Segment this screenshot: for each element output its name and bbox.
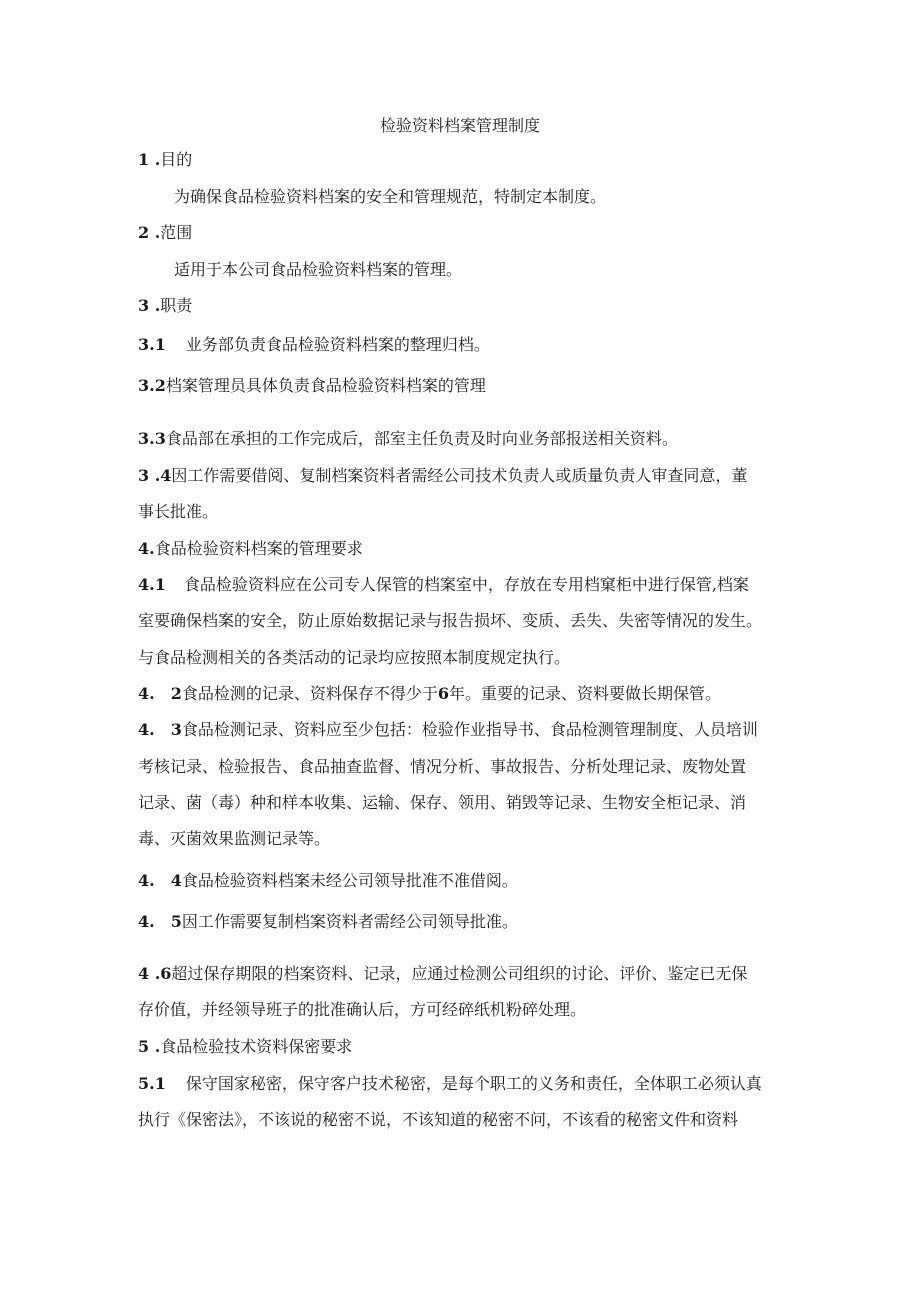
clause-text-a: 食品检测的记录、资料保存不得少于 <box>181 684 438 703</box>
clause-number: 3 .4 <box>138 466 172 485</box>
clause-5-1-line-2: 执行《保密法》，不该说的秘密不说，不该知道的秘密不问，不该看的秘密文件和资料 <box>138 1110 739 1129</box>
clause-3-1 <box>138 335 490 355</box>
clause-text: 食品部在承担的工作完成后，部室主任负责及时向业务部报送相关资料。 <box>165 429 678 448</box>
clause-text: 因工作需要借阅、复制档案资料者需经公司技术负责人或质量负责人审查同意，董 <box>171 466 748 485</box>
section-1-body: 为确保食品检验资料档案的安全和管理规范，特制定本制度。 <box>174 187 607 206</box>
section-heading-text: 职责 <box>160 296 193 315</box>
section-1-heading <box>138 150 192 170</box>
section-2-heading <box>138 223 192 243</box>
section-number: 5 . <box>138 1037 161 1056</box>
clause-3-4-line-1 <box>138 466 747 486</box>
clause-text: 食品检验资料应在公司专人保管的档案室中，存放在专用档窠柜中进行保管,档案 <box>183 575 749 594</box>
clause-4-4 <box>138 871 518 891</box>
section-5-heading <box>138 1037 352 1057</box>
clause-4-6-line-2: 存价值，并经领导班子的批准确认后，方可经碎纸机粉碎处理。 <box>138 1000 587 1019</box>
clause-4-1-line-2: 室要确保档案的安全，防止原始数据记录与报告损坏、变质、丢失、失密等情况的发生。 <box>138 611 763 630</box>
clause-5-1-line-1 <box>138 1074 762 1094</box>
clause-text-b: 年。重要的记录、资料要做长期保管。 <box>449 684 722 703</box>
section-number: 4. <box>138 539 155 558</box>
section-heading-text: 食品检验资料档案的管理要求 <box>154 539 363 558</box>
clause-4-6-line-1 <box>138 964 747 984</box>
clause-number: 3.1 <box>138 335 166 354</box>
clause-number: 4. 3 <box>138 720 182 739</box>
section-3-heading <box>138 296 192 316</box>
section-2-body: 适用于本公司食品检验资料档案的管理。 <box>174 260 463 279</box>
clause-number: 4.1 <box>138 575 166 594</box>
clause-4-1-line-1 <box>138 575 749 595</box>
clause-text: 食品检验资料档案未经公司领导批准不准借阅。 <box>181 871 518 890</box>
clause-4-5 <box>138 912 518 932</box>
clause-4-3-line-4: 毒、灭菌效果监测记录等。 <box>138 829 331 848</box>
section-heading-text: 目的 <box>160 150 193 169</box>
clause-number: 4 .6 <box>138 964 172 983</box>
clause-number: 3.3 <box>138 429 166 448</box>
clause-4-2 <box>138 684 721 704</box>
clause-number: 4. 4 <box>138 871 182 890</box>
clause-number: 4. 2 <box>138 684 182 703</box>
clause-number: 3.2 <box>138 376 166 395</box>
clause-4-1-line-3: 与食品检测相关的各类活动的记录均应按照本制度规定执行。 <box>138 648 571 667</box>
clause-4-3-line-2: 考核记录、检验报告、食品抽查监督、情况分析、事故报告、分析处理记录、废物处置 <box>138 757 747 776</box>
clause-3-4-line-2: 事长批准。 <box>138 502 219 521</box>
clause-text: 档案管理员具体负责食品检验资料档案的管理 <box>165 376 486 395</box>
clause-4-3-line-3: 记录、菌（毒）种和样本收集、运输、保存、领用、销毁等记录、生物安全柜记录、消 <box>138 793 747 812</box>
clause-text: 食品检测记录、资料应至少包括：检验作业指导书、食品检测管理制度、人员培训 <box>181 720 758 739</box>
clause-text: 超过保存期限的档案资料、记录，应通过检测公司组织的讨论、评价、鉴定已无保 <box>171 964 748 983</box>
section-number: 2 . <box>138 223 161 242</box>
clause-3-3 <box>138 429 678 449</box>
document-title: 检验资料档案管理制度 <box>379 116 540 135</box>
clause-3-2 <box>138 376 486 396</box>
clause-number: 5.1 <box>138 1074 166 1093</box>
clause-text: 因工作需要复制档案资料者需经公司领导批准。 <box>181 912 518 931</box>
section-4-heading <box>138 539 363 559</box>
section-number: 1 . <box>138 150 161 169</box>
section-heading-text: 范围 <box>160 223 193 242</box>
section-heading-text: 食品检验技术资料保密要求 <box>160 1037 353 1056</box>
clause-number: 4. 5 <box>138 912 182 931</box>
section-number: 3 . <box>138 296 161 315</box>
clause-4-3-line-1 <box>138 720 758 740</box>
clause-text: 保守国家秘密，保守客户技术秘密，是每个职工的义务和责任，全体职工必须认真 <box>185 1074 762 1093</box>
clause-text: 业务部负责食品检验资料档案的整理归档。 <box>185 335 490 354</box>
retention-years: 6 <box>437 684 449 703</box>
